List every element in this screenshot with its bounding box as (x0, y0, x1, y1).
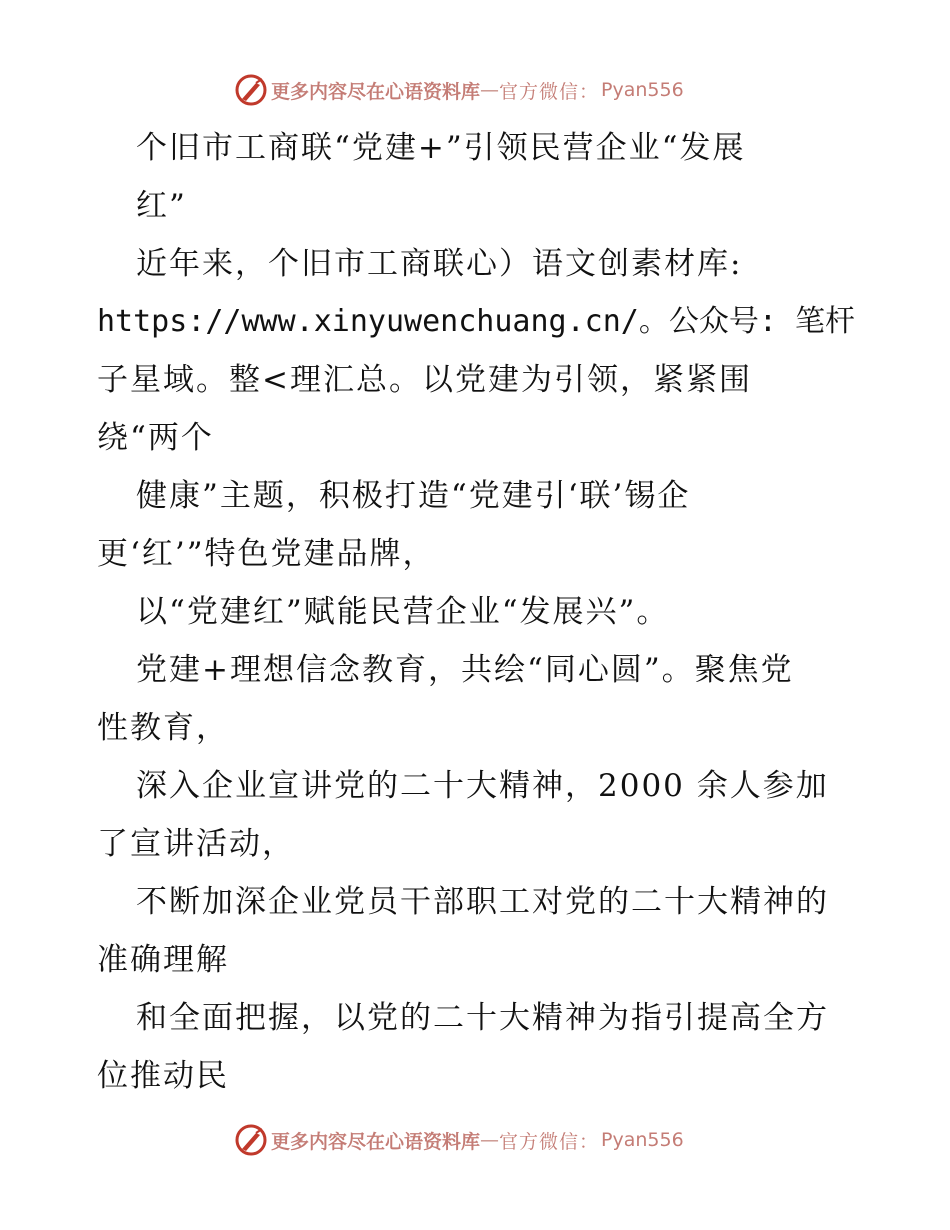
quill-logo-icon (234, 1123, 268, 1157)
paragraph-line: 位推动民 (97, 1058, 229, 1094)
watermark-wechat-label: 官方微信： (499, 80, 600, 103)
paragraph-line-url: https://www.xinyuwenchuang.cn/。公众号: 笔杆 (97, 304, 855, 339)
paragraph-line: 不断加深企业党员干部职工对党的二十大精神的 (136, 884, 829, 920)
paragraph-line: 以“党建红”赋能民营企业“发展兴”。 (136, 594, 670, 630)
paragraph-line: 准确理解 (97, 942, 229, 978)
paragraph-line: 深入企业宣讲党的二十大精神，2000 余人参加 (136, 768, 829, 804)
paragraph-line: 健康”主题，积极打造“党建引‘联’锡企 (136, 478, 691, 514)
paragraph-line: 了宣讲活动， (97, 826, 295, 862)
watermark-wechat-id: Pyan556 (601, 79, 684, 101)
watermark-dash: — (480, 1129, 500, 1151)
paragraph-line: 更‘红’”特色党建品牌， (97, 536, 436, 572)
paragraph-line: 近年来，个旧市工商联心）语文创素材库: (136, 246, 743, 282)
paragraph-line: 性教育， (97, 710, 229, 746)
watermark-brand-text: 更多内容尽在心语资料库 (271, 1130, 481, 1153)
footer-watermark-banner (234, 1123, 714, 1157)
watermark-dash: — (480, 79, 500, 101)
watermark-brand-text: 更多内容尽在心语资料库 (271, 80, 481, 103)
paragraph-line: 和全面把握，以党的二十大精神为指引提高全方 (136, 1000, 829, 1036)
paragraph-line: 绕“两个 (97, 420, 214, 456)
paragraph-line: 党建+理想信念教育，共绘“同心圆”。聚焦党 (136, 652, 794, 688)
watermark-wechat-id: Pyan556 (601, 1129, 684, 1151)
document-title-line-2: 红” (136, 188, 187, 224)
paragraph-line: 子星域。整<理汇总。以党建为引领，紧紧围 (97, 362, 752, 398)
document-title-line-1: 个旧市工商联“党建+”引领民营企业“发展 (136, 130, 746, 166)
watermark-wechat-label: 官方微信： (499, 1130, 600, 1153)
